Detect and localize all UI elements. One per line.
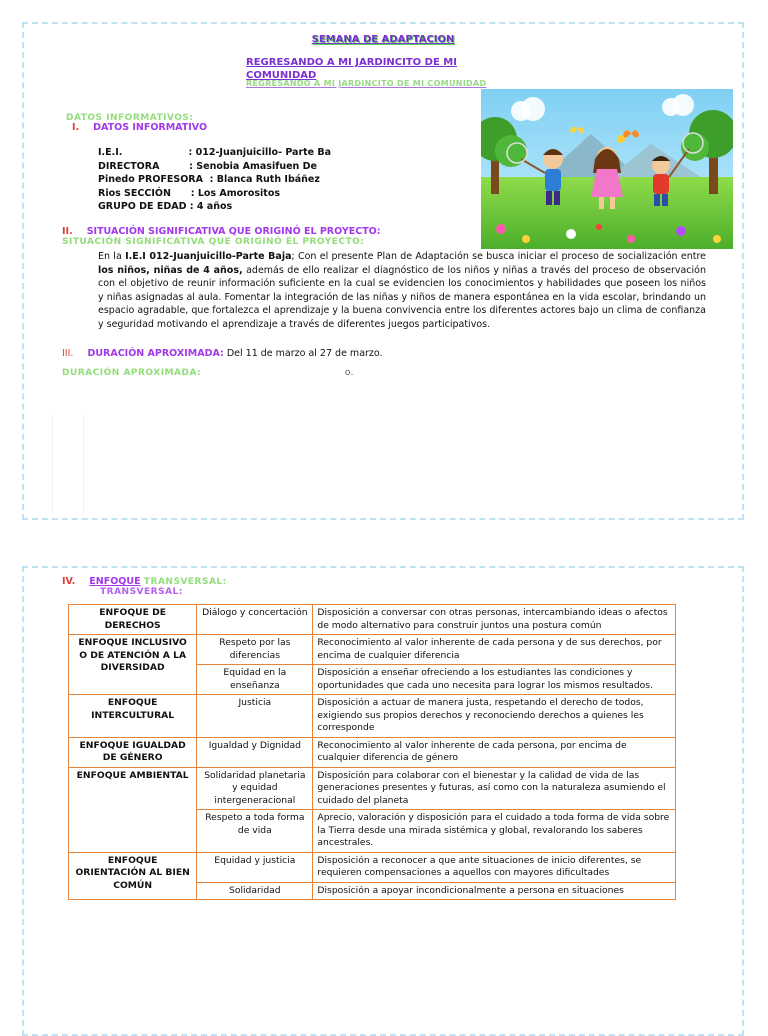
descripcion-cell: Disposición a actuar de manera justa, respetando el derecho de todos, exigiendo sus propios derechos y reconociendo derechos a quienes les corresponde	[313, 695, 676, 738]
section-4-ghost-b: TRANSVERSAL:	[100, 587, 183, 597]
section-3-heading	[62, 348, 383, 359]
table-row	[69, 852, 676, 882]
enfoques-table	[68, 604, 676, 900]
valor-cell: Solidaridad	[197, 882, 313, 900]
section-4-title: ENFOQUE	[89, 576, 141, 587]
valor-cell: Solidaridad planetaria y equidad intergeneracional	[197, 767, 313, 810]
section-1-title: DATOS INFORMATIVO	[93, 122, 208, 133]
section-3-number: III.	[62, 348, 74, 359]
info-line: I.E.I. : 012-Juanjuicillo- Parte Ba	[98, 147, 332, 158]
section-1-ghost-heading: DATOS INFORMATIVOS:	[66, 113, 194, 123]
document-title: SEMANA DE ADAPTACION	[311, 34, 455, 45]
project-subtitle	[246, 56, 496, 90]
document-page-2	[22, 566, 744, 1036]
section-3-ghost-heading	[62, 368, 354, 378]
table-row	[69, 695, 676, 738]
descripcion-cell: Disposición a apoyar incondicionalmente a persona en situaciones	[313, 882, 676, 900]
valor-cell: Equidad y justicia	[197, 852, 313, 882]
section-3-title: DURACIÓN APROXIMADA:	[87, 348, 224, 359]
enfoque-cell: ENFOQUE ORIENTACIÓN AL BIEN COMÚN	[69, 852, 197, 900]
para-kids: los niños, niñas de 4 años,	[98, 264, 243, 276]
section-4-number: IV.	[62, 576, 76, 587]
valor-cell: Respeto a toda forma de vida	[197, 810, 313, 853]
info-line: GRUPO DE EDAD : 4 años	[98, 201, 233, 212]
enfoque-cell: ENFOQUE DE DERECHOS	[69, 605, 197, 635]
valor-cell: Respeto por las diferencias	[197, 635, 313, 665]
para-end: además de ello realizar el diagnóstico de los niños y niñas a través del proceso de observación con el objetivo de reunir información suficiente en la cual se evidencien los conocimientos y habilidades que poseen los niños y niñas asignadas al aula. Fomentar la integración de las niñas y niños de manera espontánea en la vida escolar, brindando un espacio agradable, que fortalezca el aprendizaje y la buena convivencia entre los diferentes actores bajo un clima de confianza y seguridad motivando el aprendizaje a través de diferentes juegos participativos.	[98, 264, 706, 330]
para-school: I.E.I 012-Juanjuicillo-Parte Baja	[125, 251, 292, 262]
descripcion-cell: Disposición a conversar con otras personas, intercambiando ideas o afectos de modo alternativo para construir juntos una postura común	[313, 605, 676, 635]
table-row	[69, 737, 676, 767]
valor-cell: Equidad en la enseñanza	[197, 665, 313, 695]
project-subtitle-text: REGRESANDO A MI JARDINCITO DE MI COMUNIDAD	[246, 57, 457, 81]
info-block	[98, 146, 338, 214]
section-1-heading	[72, 122, 207, 133]
info-line: Pinedo PROFESORA : Blanca Ruth Ibáñez	[98, 174, 320, 185]
enfoque-cell: ENFOQUE INTERCULTURAL	[69, 695, 197, 738]
document-page-1	[22, 22, 744, 520]
section-2-ghost-heading: SITUACIÓN SIGNIFICATIVA QUE ORIGINÓ EL PROYECTO:	[62, 237, 365, 247]
info-line: DIRECTORA : Senobia Amasifuen De	[98, 160, 317, 172]
descripcion-cell: Aprecio, valoración y disposición para el cuidado a toda forma de vida sobre la Tierra desde una mirada sistémica y global, revalorando los saberes ancestrales.	[313, 810, 676, 853]
descripcion-cell: Reconocimiento al valor inherente de cada persona, por encima de cualquier diferencia de género	[313, 737, 676, 767]
info-line: Rios SECCIÓN : Los Amorositos	[98, 187, 281, 199]
descripcion-cell: Disposición a enseñar ofreciendo a los estudiantes las condiciones y oportunidades que cada uno necesita para lograr los mismos resultados.	[313, 665, 676, 695]
section-2-title: SITUACIÓN SIGNIFICATIVA QUE ORIGINÓ EL PROYECTO:	[86, 226, 381, 237]
section-4-ghost-a: TRANSVERSAL:	[143, 577, 227, 587]
para-start: En la	[98, 251, 126, 262]
situation-paragraph	[98, 250, 706, 331]
valor-cell: Diálogo y concertación	[197, 605, 313, 635]
descripcion-cell: Reconocimiento al valor inherente de cada persona y de sus derechos, por encima de cualquier diferencia	[313, 635, 676, 665]
enfoque-cell: ENFOQUE AMBIENTAL	[69, 767, 197, 852]
valor-cell: Justicia	[197, 695, 313, 738]
valor-cell: Igualdad y Dignidad	[197, 737, 313, 767]
table-row	[69, 767, 676, 810]
project-subtitle-ghost: REGRESANDO A MI JARDINCITO DE MI COMUNIDAD	[246, 79, 487, 88]
kids-butterfly-illustration	[481, 89, 733, 249]
descripcion-cell: Disposición para colaborar con el bienestar y la calidad de vida de las generaciones presentes y futuras, así como con la naturaleza asumiendo el cuidado del planeta	[313, 767, 676, 810]
section-3-ghost-tail: o.	[344, 368, 355, 378]
table-row	[69, 635, 676, 665]
page-margin-guide	[52, 414, 84, 514]
section-3-value: Del 11 de marzo al 27 de marzo.	[226, 348, 383, 359]
para-mid: ; Con el presente Plan de Adaptación se busca iniciar el proceso de socialización entre	[291, 251, 707, 262]
section-2-heading	[62, 226, 381, 237]
enfoque-cell: ENFOQUE IGUALDAD DE GÉNERO	[69, 737, 197, 767]
section-1-number: I.	[72, 122, 80, 133]
section-2-number: II.	[62, 226, 73, 237]
descripcion-cell: Disposición a reconocer a que ante situaciones de inicio diferentes, se requieren compensaciones a aquellos con mayores dificultades	[313, 852, 676, 882]
section-3-ghost-title: DURACIÓN APROXIMADA:	[62, 368, 202, 378]
section-4-heading	[62, 576, 227, 587]
table-row	[69, 605, 676, 635]
enfoque-cell: ENFOQUE INCLUSIVO O DE ATENCIÓN A LA DIVERSIDAD	[69, 635, 197, 695]
